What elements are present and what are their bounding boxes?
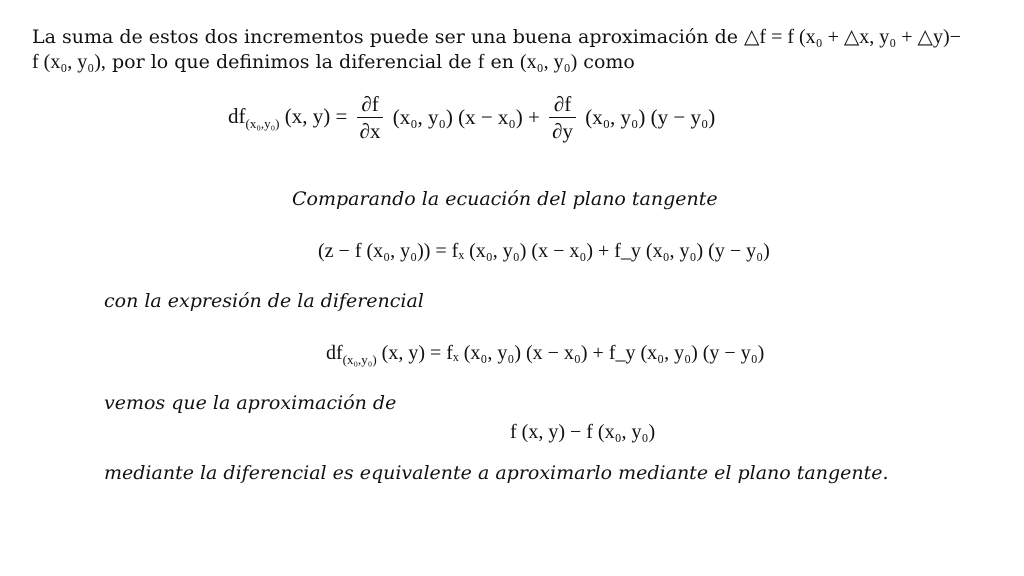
with-differential-expression-text: con la expresión de la diferencial [104,290,424,312]
inline-math-f-x0-y0: f (x₀, y₀), [32,51,106,73]
partial-f-partial-x-fraction: $\frac{\partial f}{\partial x}$ [357,92,384,143]
inline-math-f: f [477,51,485,73]
inline-math-delta-f: △f = f (x₀ + △x, y₀ + △y)− [744,26,961,48]
partial-f-partial-y-fraction: $\frac{\partial f}{\partial y}$ [549,92,576,143]
we-see-approximation-text: vemos que la aproximación de [104,392,397,414]
tangent-plane-equation: (z − f (x₀, y₀)) = fₓ (x₀, y₀) (x − x₀) + f_y (x₀, y₀) (y − y₀) [318,240,770,262]
paragraph-line-1 [32,24,961,49]
increment-expression: f (x, y) − f (x₀, y₀) [510,421,656,443]
paragraph-line-2 [32,51,635,74]
paragraph-intro-text: La suma de estos dos incrementos puede ser una buena aproximación de [32,26,738,48]
differential-equation: $df_{(x_0,y_0)}$ (x, y) = fₓ (x₀, y₀) (x − x₀) + f_y (x₀, y₀) (y − y₀) [326,342,765,367]
equation-term-2: (x₀, y₀) (y − y₀) [585,105,716,130]
paragraph-como-text: como [583,51,635,73]
paragraph-en-text: en [490,51,514,73]
paragraph-define-text: por lo que definimos la diferencial de [111,51,472,73]
equation-lhs: $df_{(x_0,y_0)}$ (x, y) = [228,103,348,131]
differential-definition-equation [228,92,715,143]
inline-math-point: (x₀, y₀) [519,51,578,73]
conclusion-text: mediante la diferencial es equivalente a aproximarlo mediante el plano tangente. [104,462,889,484]
comparing-tangent-plane-text: Comparando la ecuación del plano tangente [292,188,718,210]
equation-term-1: (x₀, y₀) (x − x₀) + [392,105,540,130]
